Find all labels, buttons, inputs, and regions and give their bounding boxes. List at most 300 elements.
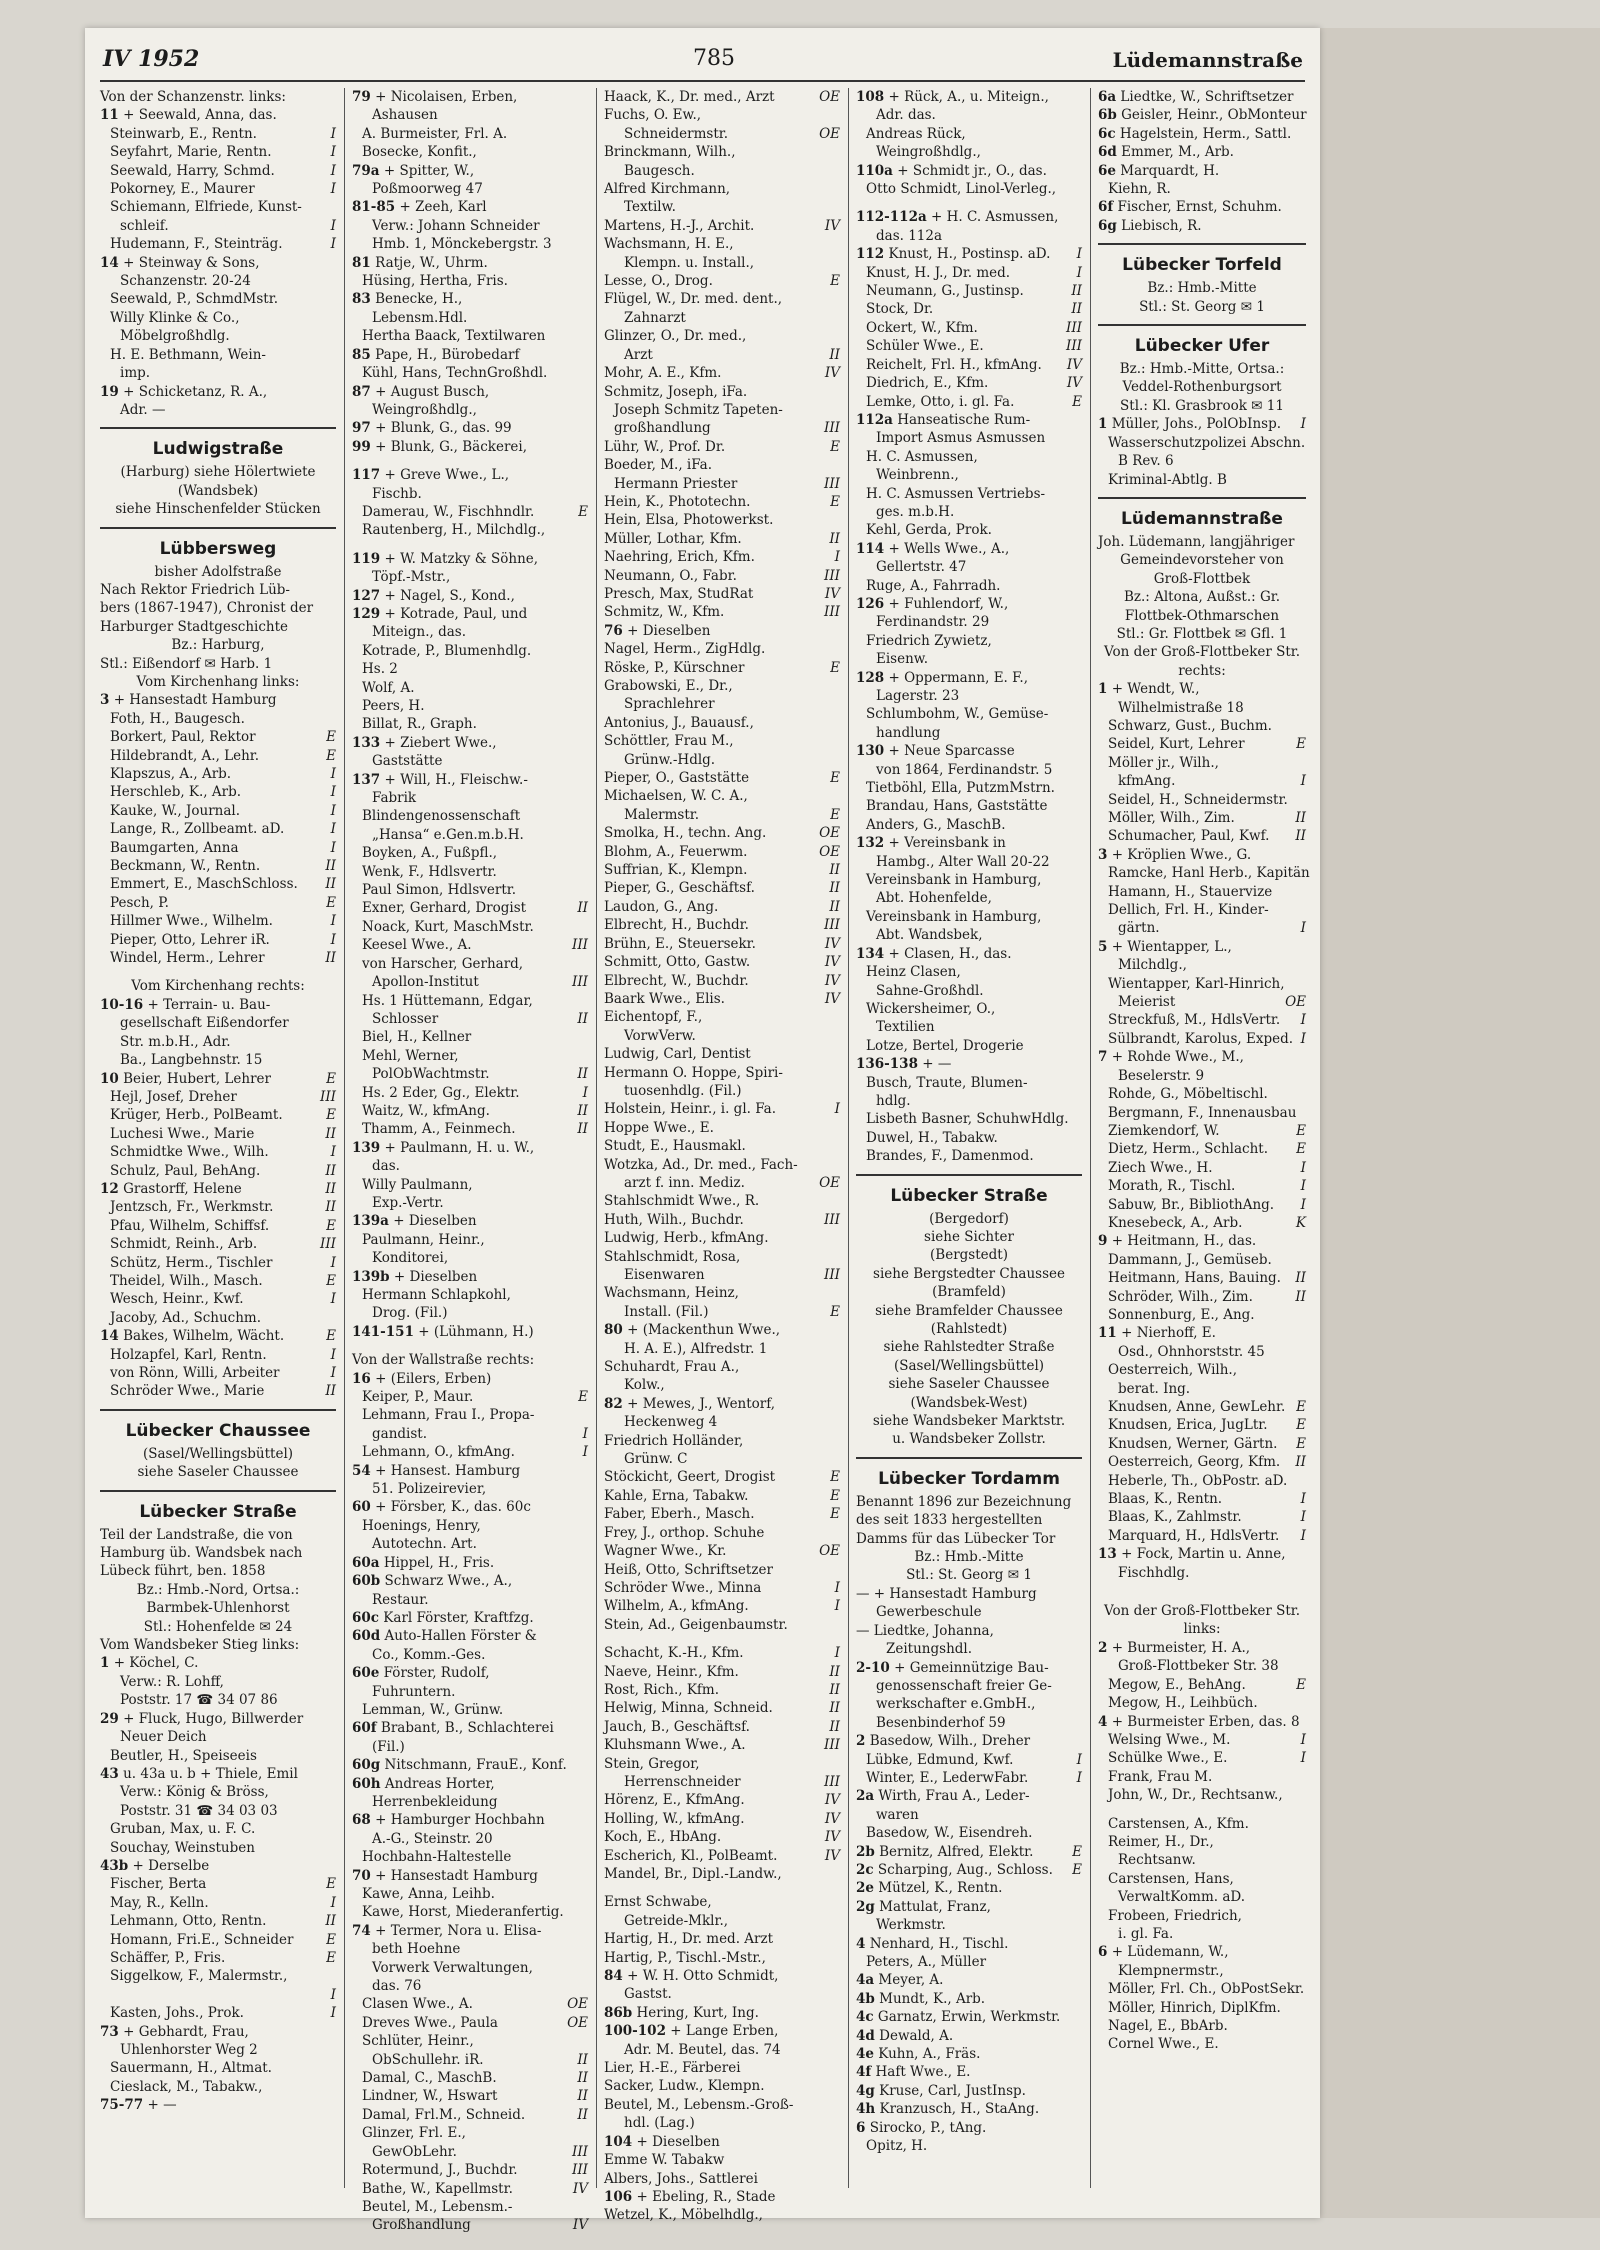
floor-marker: I bbox=[582, 1444, 588, 1461]
entry-text: Schumacher, Paul, Kwf. bbox=[1108, 828, 1270, 845]
directory-entry bbox=[604, 1579, 840, 1597]
street-heading: Lübecker Ufer bbox=[1134, 336, 1270, 357]
entry-text: Werkmstr. bbox=[876, 1917, 946, 1934]
directory-entry bbox=[352, 1683, 588, 1701]
directory-entry bbox=[1098, 198, 1306, 216]
floor-marker: I bbox=[330, 217, 336, 234]
volume-year: IV 1952 bbox=[103, 46, 200, 72]
entry-text: Siggelkow, F., Malermstr., bbox=[110, 1968, 288, 1985]
entry-text: Blaas, K., Rentn. bbox=[1108, 1491, 1223, 1508]
entry-text: Großhandlung bbox=[372, 2217, 471, 2234]
entry-text: GewObLehr. bbox=[372, 2143, 457, 2160]
directory-entry bbox=[100, 1217, 336, 1235]
directory-entry bbox=[1098, 791, 1306, 809]
street-heading: Lüdemannstraße bbox=[1121, 508, 1283, 529]
entry-text: Vorwerk Verwaltungen, bbox=[372, 1959, 533, 1976]
street-note: Barmbek-Uhlenhorst bbox=[146, 1600, 290, 1617]
directory-entry bbox=[352, 1157, 588, 1175]
street-note: (Bergstedt) bbox=[930, 1247, 1008, 1264]
entry-text: Lisbeth Basner, SchuhwHdlg. bbox=[866, 1111, 1069, 1128]
directory-entry bbox=[604, 1303, 840, 1321]
entry-text: PolObWachtmstr. bbox=[372, 1066, 490, 1083]
directory-entry bbox=[100, 198, 336, 216]
directory-entry bbox=[352, 660, 588, 678]
directory-entry bbox=[352, 1701, 588, 1719]
directory-entry bbox=[856, 2137, 1082, 2155]
entry-text: Theidel, Wilh., Masch. bbox=[110, 1272, 263, 1289]
floor-marker: E bbox=[830, 1469, 840, 1486]
entry-text: Wickersheimer, O., bbox=[866, 1000, 996, 1017]
directory-entry bbox=[604, 290, 840, 308]
directory-entry bbox=[1098, 1214, 1306, 1232]
entry-text: 137 + Will, H., Fleischw.- bbox=[352, 771, 528, 788]
floor-marker: I bbox=[330, 236, 336, 253]
entry-text: Fischer, Berta bbox=[110, 1876, 207, 1893]
entry-text: Boyken, A., Fußpfl., bbox=[362, 845, 498, 862]
directory-entry bbox=[100, 254, 336, 272]
floor-marker: III bbox=[824, 475, 840, 492]
entry-text: Kawe, Horst, Miederanfertig. bbox=[362, 1904, 564, 1921]
directory-entry bbox=[100, 931, 336, 949]
floor-marker: OE bbox=[567, 2014, 588, 2031]
directory-entry bbox=[352, 1738, 588, 1756]
entry-text: Töpf.-Mstr., bbox=[372, 569, 451, 586]
floor-marker: III bbox=[824, 1267, 840, 1283]
directory-entry bbox=[856, 245, 1082, 263]
entry-text: 2-10 + Gemeinnützige Bau- bbox=[856, 1659, 1049, 1676]
directory-entry bbox=[856, 1935, 1082, 1953]
entry-text: ges. m.b.H. bbox=[876, 503, 955, 520]
floor-marker: E bbox=[1296, 1141, 1306, 1158]
floor-marker: II bbox=[577, 2088, 588, 2105]
street-note: (Harburg) siehe Hölertwiete bbox=[120, 464, 316, 481]
directory-entry bbox=[604, 1358, 840, 1376]
directory-entry bbox=[352, 272, 588, 290]
entry-text: Kawe, Anna, Leihb. bbox=[362, 1886, 495, 1902]
directory-entry bbox=[352, 217, 588, 235]
entry-text: Dreves Wwe., Paula bbox=[362, 2014, 498, 2031]
directory-entry bbox=[352, 2051, 588, 2069]
entry-text: Holstein, Heinr., i. gl. Fa. bbox=[604, 1101, 777, 1118]
directory-entry bbox=[352, 1940, 588, 1958]
directory-entry bbox=[100, 290, 336, 308]
directory-entry bbox=[100, 272, 336, 290]
directory-entry bbox=[352, 605, 588, 623]
directory-entry bbox=[856, 1129, 1082, 1147]
floor-marker: K bbox=[1295, 1214, 1306, 1231]
entry-text: handlung bbox=[876, 724, 941, 741]
entry-text: Lehmann, O., kfmAng. bbox=[362, 1444, 515, 1461]
entry-text: Michaelsen, W. C. A., bbox=[604, 788, 748, 805]
entry-text: Lehmann, Frau I., Propa- bbox=[362, 1407, 535, 1424]
directory-entry bbox=[604, 2096, 840, 2114]
entry-text: Schmidtke Wwe., Wilh. bbox=[110, 1144, 269, 1161]
floor-marker: I bbox=[582, 1084, 588, 1101]
directory-entry bbox=[352, 955, 588, 973]
floor-marker: I bbox=[1300, 1491, 1306, 1508]
directory-entry bbox=[604, 1967, 840, 1985]
entry-text: Weingroßhdlg., bbox=[876, 144, 981, 161]
entry-text: Peters, A., Müller bbox=[866, 1954, 987, 1970]
directory-entry bbox=[604, 953, 840, 971]
floor-marker: E bbox=[1296, 1122, 1306, 1139]
entry-text: Hein, K., Phototechn. bbox=[604, 493, 751, 510]
entry-text: das. bbox=[372, 1158, 400, 1175]
entry-text: Oesterreich, Georg, Kfm. bbox=[1108, 1454, 1281, 1471]
floor-marker: I bbox=[1300, 1509, 1306, 1526]
directory-entry bbox=[604, 309, 840, 327]
directory-entry bbox=[1098, 846, 1306, 864]
entry-text: 79 + Nicolaisen, Erben, bbox=[352, 89, 518, 105]
directory-entry bbox=[352, 1176, 588, 1194]
entry-text: Schuhardt, Frau A., bbox=[604, 1359, 740, 1376]
street-note: Veddel-Rothenburgsort bbox=[1122, 379, 1282, 396]
entry-text: Heitmann, Hans, Bauing. bbox=[1108, 1270, 1281, 1287]
entry-text: Mohr, A. E., Kfm. bbox=[604, 365, 722, 382]
entry-text: Schulz, Paul, BehAng. bbox=[110, 1162, 261, 1179]
directory-entry bbox=[856, 779, 1082, 797]
entry-text: 60g Nitschmann, FrauE., Konf. bbox=[352, 1757, 567, 1774]
floor-marker: I bbox=[330, 839, 336, 856]
directory-entry bbox=[604, 1912, 840, 1930]
directory-entry bbox=[604, 364, 840, 382]
directory-entry bbox=[100, 875, 336, 893]
directory-entry bbox=[604, 879, 840, 897]
directory-entry bbox=[1098, 1851, 1306, 1869]
entry-text: Abt. Hohenfelde, bbox=[876, 890, 992, 907]
entry-text: Knesebeck, A., Arb. bbox=[1108, 1214, 1243, 1231]
entry-text: Otto Schmidt, Linol-Verleg., bbox=[866, 181, 1057, 198]
entry-text: Sahne-Großhdl. bbox=[876, 982, 984, 999]
directory-entry bbox=[100, 2041, 336, 2059]
directory-entry bbox=[1098, 1067, 1306, 1085]
entry-text: Paulmann, Heinr., bbox=[362, 1231, 485, 1248]
directory-entry bbox=[1098, 901, 1306, 919]
directory-entry bbox=[1098, 1815, 1306, 1833]
street-note: (Rahlstedt) bbox=[930, 1321, 1008, 1337]
entry-text: Hillmer Wwe., Wilhelm. bbox=[110, 913, 273, 930]
floor-marker: I bbox=[1300, 1178, 1306, 1195]
floor-marker: II bbox=[325, 1125, 336, 1142]
directory-entry bbox=[604, 1542, 840, 1560]
street-note: siehe Saseler Chaussee bbox=[888, 1376, 1050, 1393]
street-note: siehe Saseler Chaussee bbox=[137, 1464, 299, 1481]
entry-text: Willy Paulmann, bbox=[362, 1176, 473, 1193]
entry-text: werkschafter e.GmbH., bbox=[876, 1696, 1036, 1713]
directory-entry bbox=[352, 2161, 588, 2179]
entry-text: 132 + Vereinsbank in bbox=[856, 835, 1006, 852]
directory-entry bbox=[856, 356, 1082, 374]
directory-entry bbox=[352, 1591, 588, 1609]
entry-text: Schmitt, Otto, Gastw. bbox=[604, 954, 751, 971]
directory-entry bbox=[856, 485, 1082, 503]
entry-text: 4g Kruse, Carl, JustInsp. bbox=[856, 2082, 1026, 2099]
directory-entry bbox=[856, 393, 1082, 411]
directory-entry bbox=[100, 1728, 336, 1746]
floor-marker: I bbox=[1076, 246, 1082, 263]
entry-text: Möller, Frl. Ch., ObPostSekr. bbox=[1108, 1981, 1305, 1998]
entry-text: Flügel, W., Dr. med. dent., bbox=[604, 291, 783, 308]
entry-text: Kiehn, R. bbox=[1108, 181, 1171, 198]
directory-entry bbox=[856, 411, 1082, 429]
floor-marker: E bbox=[1296, 736, 1306, 753]
entry-text: Hüsing, Hertha, Fris. bbox=[362, 273, 508, 290]
directory-entry bbox=[100, 1802, 336, 1820]
floor-marker: E bbox=[326, 729, 336, 746]
entry-text: Ernst Schwabe, bbox=[604, 1894, 712, 1911]
floor-marker: II bbox=[1295, 1454, 1306, 1471]
street-note: siehe Bramfelder Chaussee bbox=[875, 1302, 1063, 1319]
entry-text: 4 + Burmeister Erben, das. 8 bbox=[1098, 1713, 1300, 1730]
directory-entry bbox=[1098, 1048, 1306, 1066]
directory-entry bbox=[604, 419, 840, 437]
entry-text: 10-16 + Terrain- u. Bau- bbox=[100, 996, 271, 1013]
directory-entry bbox=[1098, 1962, 1306, 1980]
directory-entry bbox=[1098, 809, 1306, 827]
directory-entry bbox=[352, 309, 588, 327]
directory-entry bbox=[352, 642, 588, 660]
directory-entry bbox=[352, 1646, 588, 1664]
directory-entry bbox=[1098, 1159, 1306, 1177]
directory-entry bbox=[604, 1284, 840, 1302]
entry-text: Helwig, Minna, Schneid. bbox=[604, 1700, 773, 1717]
entry-text: 60e Förster, Rudolf, bbox=[352, 1665, 490, 1682]
floor-marker: E bbox=[1296, 1417, 1306, 1434]
entry-text: 139 + Paulmann, H. u. W., bbox=[352, 1139, 535, 1156]
directory-entry bbox=[100, 1106, 336, 1124]
directory-entry bbox=[856, 724, 1082, 742]
directory-entry bbox=[604, 1008, 840, 1026]
entry-text: Schöttler, Frau M., bbox=[604, 733, 734, 750]
directory-entry bbox=[352, 1554, 588, 1572]
directory-entry bbox=[352, 992, 588, 1010]
entry-text: Osd., Ohnhorststr. 45 bbox=[1118, 1343, 1265, 1360]
directory-entry bbox=[352, 254, 588, 272]
directory-entry bbox=[1098, 1676, 1306, 1694]
entry-text: Pieper, G., Geschäftsf. bbox=[604, 880, 755, 897]
directory-entry bbox=[1098, 1251, 1306, 1269]
directory-entry bbox=[1098, 2017, 1306, 2035]
directory-entry bbox=[604, 1663, 840, 1681]
directory-entry bbox=[100, 217, 336, 235]
entry-text: Willy Klinke & Co., bbox=[110, 309, 240, 326]
entry-text: Lier, H.-E., Färberei bbox=[604, 2060, 741, 2077]
entry-text: Vereinsbank in Hamburg, bbox=[866, 872, 1042, 889]
directory-entry bbox=[604, 456, 840, 474]
floor-marker: II bbox=[577, 900, 588, 917]
directory-entry bbox=[352, 1084, 588, 1102]
column-divider bbox=[596, 88, 597, 2188]
directory-entry bbox=[856, 1110, 1082, 1128]
street-heading: Lübbersweg bbox=[159, 538, 277, 559]
entry-text: Schwarz, Gust., Buchm. bbox=[1108, 717, 1272, 734]
directory-entry bbox=[856, 180, 1082, 198]
entry-text: Rost, Rich., Kfm. bbox=[604, 1681, 720, 1698]
directory-entry bbox=[604, 1949, 840, 1967]
directory-entry bbox=[100, 106, 336, 124]
column-divider bbox=[1090, 88, 1091, 2188]
directory-entry bbox=[604, 1699, 840, 1717]
directory-entry bbox=[1098, 938, 1306, 956]
entry-text: Koch, E., HbAng. bbox=[604, 1829, 722, 1846]
section-rule bbox=[100, 1490, 336, 1492]
entry-text: 60b Schwarz Wwe., A., bbox=[352, 1573, 513, 1590]
entry-text: Tietböhl, Ella, PutzmMstrn. bbox=[866, 780, 1055, 797]
directory-entry bbox=[604, 1211, 840, 1229]
floor-marker: IV bbox=[824, 1792, 840, 1809]
entry-text: 60f Brabant, B., Schlachterei bbox=[352, 1720, 554, 1737]
entry-text: Kahle, Erna, Tabakw. bbox=[604, 1487, 749, 1504]
entry-text: Stahlschmidt Wwe., R. bbox=[604, 1193, 760, 1210]
entry-text: 84 + W. H. Otto Schmidt, bbox=[604, 1968, 779, 1985]
directory-entry bbox=[1098, 864, 1310, 882]
entry-text: Basedow, W., Eisendreh. bbox=[866, 1825, 1033, 1842]
directory-entry bbox=[604, 125, 840, 143]
floor-marker: I bbox=[1300, 1196, 1306, 1213]
directory-entry bbox=[100, 1931, 336, 1949]
directory-entry bbox=[352, 973, 588, 991]
directory-entry bbox=[856, 1916, 1082, 1934]
entry-text: — Liedtke, Johanna, bbox=[856, 1622, 994, 1639]
entry-text: Ludwig, Herb., kfmAng. bbox=[604, 1230, 769, 1247]
spacer bbox=[352, 456, 588, 466]
entry-text: Schneidermstr. bbox=[624, 125, 729, 142]
entry-text: Kluhsmann Wwe., A. bbox=[604, 1737, 746, 1754]
directory-entry bbox=[352, 485, 588, 503]
entry-text: Reichelt, Frl. H., kfmAng. bbox=[866, 356, 1042, 373]
entry-text: Friedrich Zywietz, bbox=[866, 632, 992, 649]
directory-entry bbox=[100, 710, 336, 728]
directory-entry bbox=[352, 1065, 588, 1083]
directory-entry bbox=[604, 806, 840, 824]
entry-text: Fabrik bbox=[372, 790, 417, 807]
entry-text: (Fil.) bbox=[372, 1738, 405, 1755]
entry-text: 2c Scharping, Aug., Schloss. bbox=[856, 1861, 1053, 1878]
floor-marker: I bbox=[1300, 1527, 1306, 1544]
entry-text: Eisenwaren bbox=[624, 1267, 705, 1283]
entry-text: Busch, Traute, Blumen- bbox=[866, 1074, 1028, 1091]
directory-entry bbox=[604, 106, 840, 124]
directory-entry bbox=[856, 1787, 1082, 1805]
directory-entry bbox=[604, 475, 840, 493]
entry-text: 11 + Nierhoff, E. bbox=[1098, 1325, 1216, 1342]
entry-text: Exp.-Vertr. bbox=[372, 1194, 444, 1211]
entry-text: Ruge, A., Fahrradh. bbox=[866, 577, 1001, 594]
directory-entry bbox=[604, 1395, 840, 1413]
directory-entry bbox=[604, 843, 840, 861]
floor-marker: I bbox=[1300, 1030, 1306, 1047]
directory-entry bbox=[1098, 533, 1306, 551]
entry-text: Neumann, O., Fabr. bbox=[604, 567, 737, 584]
floor-marker: II bbox=[829, 1700, 840, 1717]
columns bbox=[100, 88, 1310, 2234]
column-3 bbox=[604, 88, 840, 2224]
entry-text: Harburger Stadtgeschichte bbox=[100, 618, 289, 635]
directory-entry bbox=[1098, 1639, 1306, 1657]
directory-entry bbox=[604, 824, 840, 842]
directory-entry bbox=[1098, 180, 1306, 198]
entry-text: Müller, Lothar, Kfm. bbox=[604, 530, 742, 547]
column-divider bbox=[344, 88, 345, 2188]
entry-text: 4a Meyer, A. bbox=[856, 1972, 944, 1989]
directory-entry bbox=[856, 1640, 1082, 1658]
entry-text: des seit 1833 hergestellten bbox=[856, 1512, 1043, 1529]
entry-text: Nagel, E., BbArb. bbox=[1108, 2018, 1228, 2034]
directory-entry bbox=[604, 1321, 840, 1339]
directory-entry bbox=[604, 346, 840, 364]
floor-marker: IV bbox=[1066, 375, 1082, 392]
directory-entry bbox=[604, 1156, 840, 1174]
entry-text: 2a Wirth, Frau A., Leder- bbox=[856, 1788, 1030, 1805]
section-rule bbox=[856, 1457, 1082, 1459]
column-5 bbox=[1098, 88, 1310, 2188]
directory-entry bbox=[856, 337, 1082, 355]
directory-entry bbox=[604, 714, 840, 732]
directory-entry bbox=[1098, 471, 1306, 489]
street-heading: Lübecker Chaussee bbox=[125, 1420, 311, 1441]
street-note: (Sasel/Wellingsbüttel) bbox=[893, 1357, 1045, 1374]
entry-text: 81-85 + Zeeh, Karl bbox=[352, 199, 487, 216]
floor-marker: II bbox=[577, 2106, 588, 2123]
directory-entry bbox=[352, 1977, 588, 1995]
entry-text: Gellertstr. 47 bbox=[876, 559, 967, 576]
directory-entry bbox=[604, 2004, 840, 2022]
directory-entry bbox=[604, 2114, 840, 2132]
entry-text: Lühr, W., Prof. Dr. bbox=[604, 438, 726, 455]
entry-text: 104 + Dieselben bbox=[604, 2133, 720, 2150]
directory-entry bbox=[856, 1000, 1082, 1018]
directory-entry bbox=[100, 1654, 336, 1672]
entry-text: Schmitz, W., Kfm. bbox=[604, 604, 725, 621]
directory-entry bbox=[1098, 1435, 1306, 1453]
entry-text: 43 u. 43a u. b + Thiele, Emil bbox=[100, 1765, 298, 1782]
floor-marker: II bbox=[1295, 828, 1306, 845]
entry-text: Benannt 1896 zur Bezeichnung bbox=[856, 1493, 1072, 1510]
directory-entry bbox=[100, 364, 336, 382]
directory-entry bbox=[352, 1793, 588, 1811]
entry-text: H. C. Asmussen Vertriebs- bbox=[866, 485, 1046, 502]
directory-entry bbox=[352, 844, 588, 862]
entry-text: Teil der Landstraße, die von bbox=[100, 1526, 293, 1543]
entry-text: Herrenbekleidung bbox=[372, 1793, 498, 1810]
floor-marker: III bbox=[572, 974, 588, 991]
floor-marker: I bbox=[1300, 920, 1306, 937]
entry-text: Hertha Baack, Textilwaren bbox=[362, 328, 546, 345]
entry-text: Krüger, Herb., PolBeamt. bbox=[110, 1107, 283, 1124]
floor-marker: I bbox=[330, 1365, 336, 1381]
directory-entry bbox=[1098, 1361, 1306, 1379]
directory-entry bbox=[100, 691, 336, 709]
directory-entry bbox=[352, 1286, 588, 1304]
entry-text: Besenbinderhof 59 bbox=[876, 1714, 1006, 1731]
floor-marker: II bbox=[325, 1180, 336, 1197]
entry-text: Ziech Wwe., H. bbox=[1108, 1159, 1213, 1176]
directory-entry bbox=[352, 346, 588, 364]
directory-entry bbox=[352, 2143, 588, 2161]
entry-text: 74 + Termer, Nora u. Elisa- bbox=[352, 1922, 542, 1939]
directory-entry bbox=[856, 448, 1082, 466]
entry-text: 134 + Clasen, H., das. bbox=[856, 945, 1012, 962]
directory-entry bbox=[604, 401, 840, 419]
floor-marker: III bbox=[320, 1088, 336, 1105]
directory-entry bbox=[100, 1327, 336, 1345]
directory-entry bbox=[604, 622, 840, 640]
directory-entry bbox=[100, 1070, 336, 1088]
entry-text: Duwel, H., Tabakw. bbox=[866, 1129, 998, 1146]
directory-entry bbox=[1098, 827, 1306, 845]
directory-entry bbox=[352, 807, 588, 825]
floor-marker: II bbox=[829, 1663, 840, 1680]
